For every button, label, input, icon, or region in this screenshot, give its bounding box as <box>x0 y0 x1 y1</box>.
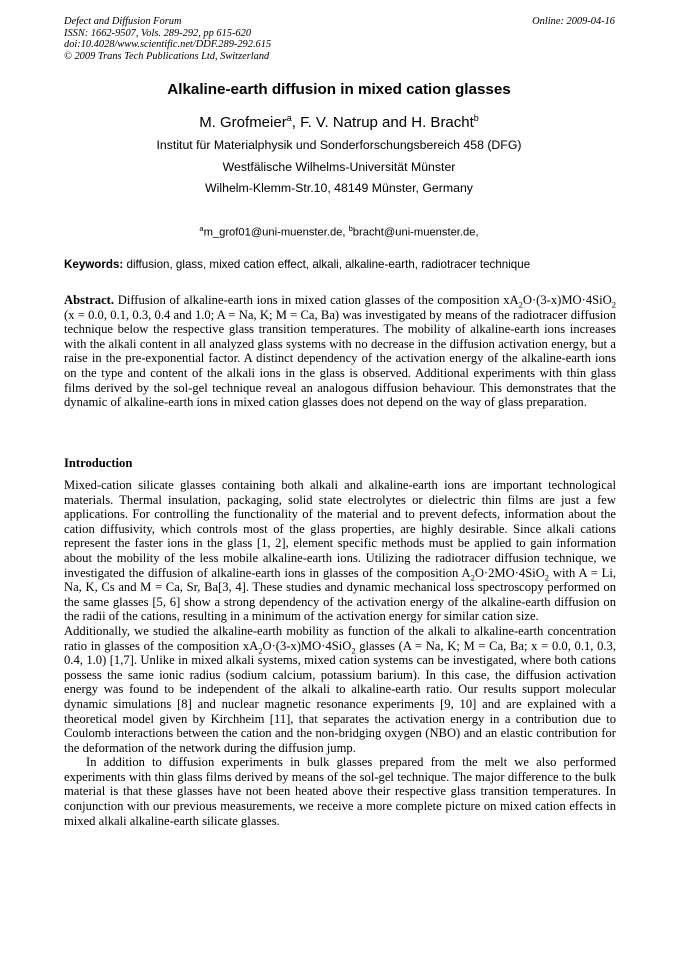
author-name: F. V. Natrup <box>300 114 378 131</box>
abstract-text: (x = 0.0, 0.1, 0.3, 0.4 and 1.0; A = Na, K; M = Ca, Ba) was investigated by means of the radiotracer diffusion technique below the respective glass transition temperatures. The mobility of alkaline-earth ions increases with the alkali content in all analyzed glass systems with no decrease in the diffusion activation energy, but a raise in the pre-exponential factor. A distinct dependency of the activation energy of the alkaline-earth ions on the type and content of the alkali ions in the glass is observed. Additional experiments with thin glass films derived by the sol-gel technique reveal an analogous diffusion behaviour. This demonstrates that the dynamic of alkaline-earth ions in mixed cation glasses does not depend on the way of glass preparation. <box>64 307 616 410</box>
author-list <box>0 113 678 131</box>
abstract-label: Abstract. <box>64 293 115 307</box>
section-heading-introduction: Introduction <box>64 456 133 470</box>
affiliation-line: Institut für Materialphysik und Sonderforschungsbereich 458 (DFG) <box>156 138 522 152</box>
author-separator: , <box>291 114 301 131</box>
email-address: bracht@uni-muenster.de, <box>352 226 479 239</box>
keywords <box>64 258 616 271</box>
email-mark: b <box>348 224 353 233</box>
subscript: 2 <box>544 572 550 583</box>
keywords-text: diffusion, glass, mixed cation effect, alkali, alkaline-earth, radiotracer technique <box>123 258 531 271</box>
journal-name: Defect and Diffusion Forum <box>64 16 182 27</box>
introduction-body <box>64 478 616 828</box>
keywords-label: Keywords: <box>64 258 124 271</box>
paragraph-text: glasses (A = Na, K; M = Ca, Ba; x = 0.0, 0.1, 0.3, 0.4, 1.0) [1,7]. Unlike in mixed alkali systems, mixed cation systems can be investigated, where both cations possess the same ionic radius (sodium calcium, potassium barium). In this case, the diffusion activation energy was found to be independent of the alkali to alkaline-earth ratio. Our results support molecular dynamic simulations [8] and nuclear magnetic resonance experiments [9, 10] and are explained with a theoretical model given by Kirchheim [11], that separates the activation energy in a contribution due to Coulomb interactions between the cation and the non-bridging oxygen (NBO) and an elastic contribution for the deformation of the network during the diffusion jump. <box>64 638 616 755</box>
paragraph <box>64 478 616 624</box>
paragraph-text: with A = Li, Na, K, Cs and M = Ca, Sr, Ba[3, 4]. These studies and dynamic mechanical loss spectroscopy performed on the same glasses [5, 6] show a strong dependency of the activation energy of the alkaline-earth diffusion on the radii of the cations, resulting in a minimum of the activation energy for similar cation size. <box>64 565 616 624</box>
paragraph-text: Additionally, we studied the alkaline-earth mobility as function of the alkali to alkaline-earth concentration ratio in glasses of the composition xA <box>64 623 616 653</box>
paragraph-text: O·2MO·4SiO <box>474 565 545 580</box>
online-date: Online: 2009-04-16 <box>532 16 615 27</box>
author-name: H. Bracht <box>411 114 474 131</box>
affiliation-mark: b <box>473 113 479 123</box>
doi-line: doi:10.4028/www.scientific.net/DDF.289-292.615 <box>64 39 272 50</box>
email-address: m_grof01@uni-muenster.de, <box>203 226 349 239</box>
affiliation-line: Westfälische Wilhelms-Universität Münster <box>222 160 456 174</box>
subscript: 2 <box>351 645 356 656</box>
subscript: 2 <box>470 572 475 583</box>
subscript: 2 <box>258 645 263 656</box>
paragraph <box>64 624 616 755</box>
author-emails <box>0 224 678 239</box>
issn-line: ISSN: 1662-9507, Vols. 289-292, pp 615-620 <box>64 27 252 39</box>
abstract-text: Diffusion of alkaline-earth ions in mixed cation glasses of the composition xA <box>114 293 519 307</box>
paragraph-text: Mixed-cation silicate glasses containing both alkali and alkaline-earth ions are important technological materials. Thermal insulation, packaging, solid state electrolytes or dielectric thin films are just a few applications. For controlling the functionality of the material and to prevent defects, information about the cation diffusivity, which controls most of the glass properties, are highly desirable. Since alkali cations represent the faster ions in the glass [1, 2], element specific methods must be applied to gain information about the mobility of the less mobile alkaline-earth ions. Utilizing the radiotracer diffusion technique, we investigated the diffusion of alkaline-earth ions in glasses of the composition A <box>64 478 616 580</box>
paragraph-text: O·(3-x)MO·4SiO <box>262 638 352 653</box>
subscript: 2 <box>518 299 523 310</box>
publication-header <box>64 16 271 62</box>
subscript: 2 <box>611 299 616 310</box>
paper-title: Alkaline-earth diffusion in mixed cation glasses <box>167 81 511 98</box>
affiliation-line: Wilhelm-Klemm-Str.10, 48149 Münster, Germany <box>205 181 473 195</box>
author-name: M. Grofmeier <box>199 114 287 131</box>
author-conjunction: and <box>377 114 412 131</box>
abstract <box>64 293 616 410</box>
affiliation-mark: a <box>286 113 292 123</box>
email-mark: a <box>199 224 204 233</box>
abstract-text: O·(3-x)MO·4SiO <box>522 293 612 307</box>
copyright-line: © 2009 Trans Tech Publications Ltd, Switzerland <box>64 50 270 62</box>
paragraph: In addition to diffusion experiments in bulk glasses prepared from the melt we also performed experiments with thin glass films derived by means of the sol-gel technique. The major difference to the bulk material is that these glasses have not been heated above their respective glass transition temperatures. In conjunction with our previous measurements, we receive a more complete picture on mixed cation effects in mixed alkali alkaline-earth silicate glasses. <box>64 755 616 828</box>
